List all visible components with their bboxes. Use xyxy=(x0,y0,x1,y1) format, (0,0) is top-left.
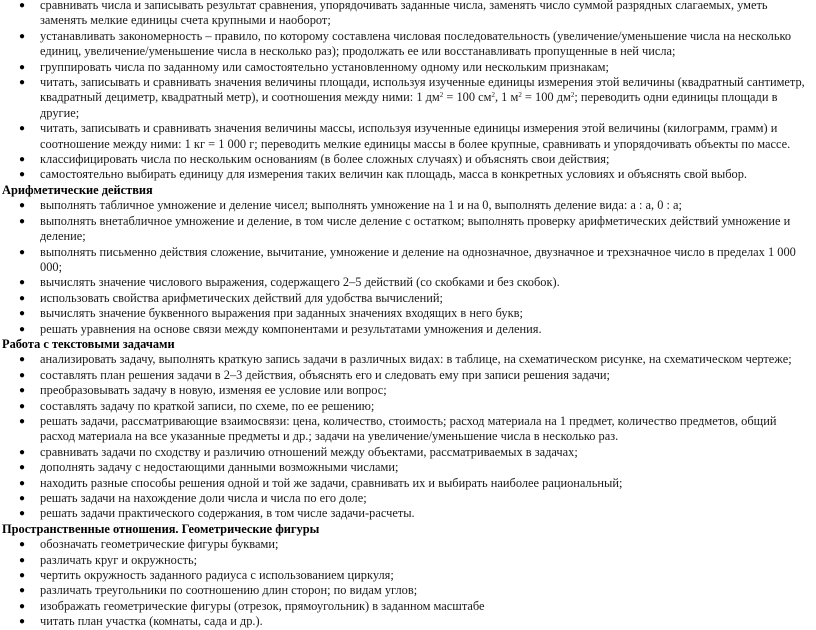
section-heading-arithmetic: Арифметические действия xyxy=(2,182,153,197)
bullet-icon: ● xyxy=(19,539,26,551)
superscript: 2 xyxy=(439,91,444,100)
list-item xyxy=(0,506,812,521)
list-item-text: составлять задачу по краткой записи, по схеме, по ее решению; xyxy=(40,398,375,413)
list-item xyxy=(0,568,812,583)
list-item-text: различать круг и окружность; xyxy=(40,552,198,567)
list-item-text: дополнять задачу с недостающими данными возможными числами; xyxy=(40,460,399,475)
bullet-icon: ● xyxy=(19,616,26,628)
list-item xyxy=(0,275,812,290)
list-item-text: различать треугольники по соотношению длин сторон; по видам углов; xyxy=(40,583,418,598)
bullet-icon: ● xyxy=(19,400,26,412)
bullet-icon: ● xyxy=(19,200,26,212)
bullet-icon: ● xyxy=(19,308,26,320)
bullet-icon: ● xyxy=(19,415,26,427)
bullet-icon: ● xyxy=(19,570,26,582)
list-item-text: решать уравнения на основе связи между компонентами и результатами умножения и деления. xyxy=(40,321,542,336)
list-item xyxy=(0,245,812,276)
list-item-text: изображать геометрические фигуры (отрезок, прямоугольник) в заданном масштабе xyxy=(40,598,485,613)
list-item-text: выполнять внетабличное умножение и деление, в том числе деление с остатком; выполнять проверку арифметических действий умножение и деление; xyxy=(40,213,791,244)
bullet-icon: ● xyxy=(19,369,26,381)
bullet-icon: ● xyxy=(19,323,26,335)
bullet-icon: ● xyxy=(19,477,26,489)
list-item xyxy=(0,445,812,460)
bullet-icon: ● xyxy=(19,61,26,73)
list-item xyxy=(0,198,812,213)
list-item xyxy=(0,583,812,598)
list-item-text xyxy=(40,75,805,120)
text-fragment: = 100 дм xyxy=(521,90,571,105)
list-item-text: читать план участка (комнаты, сада и др.). xyxy=(40,614,263,629)
list-item xyxy=(0,599,812,614)
list-item xyxy=(0,60,812,75)
section-heading-geometry: Пространственные отношения. Геометрические фигуры xyxy=(2,521,320,536)
superscript: 2 xyxy=(491,91,495,100)
text-fragment: = 100 см xyxy=(443,90,492,105)
list-item-text: вычислять значение буквенного выражения при заданных значениях входящих в него букв; xyxy=(40,306,523,321)
list-item xyxy=(0,75,812,121)
bullet-icon: ● xyxy=(19,30,26,42)
list-item xyxy=(0,399,812,414)
bullet-icon: ● xyxy=(19,462,26,474)
list-item-text: преобразовывать задачу в новую, изменяя ее условие или вопрос; xyxy=(40,383,387,398)
list-item xyxy=(0,121,812,152)
bullet-icon: ● xyxy=(19,0,26,11)
list-item-text: группировать числа по заданному или самостоятельно установленному одному или нескольким признакам; xyxy=(40,59,609,74)
list-item-text: составлять план решения задачи в 2–3 действия, объяснять его и следовать ему при записи решения задачи; xyxy=(40,367,610,382)
list-item xyxy=(0,152,812,167)
list-item xyxy=(0,322,812,337)
list-item xyxy=(0,553,812,568)
list-item-text: сравнивать задачи по сходству и различию отношений между объектами, рассматриваемых в задачах; xyxy=(40,444,578,459)
superscript: 2 xyxy=(570,91,575,100)
bullet-icon: ● xyxy=(19,585,26,597)
list-item-text: чертить окружность заданного радиуса с использованием циркуля; xyxy=(40,568,394,583)
list-item-text: классифицировать числа по нескольким основаниям (в более сложных случаях) и объяснять свои действия; xyxy=(40,152,610,167)
list-item xyxy=(0,291,812,306)
list-item xyxy=(0,368,812,383)
list-item xyxy=(0,167,812,182)
list-item-text: решать задачи практического содержания, в том числе задачи-расчеты. xyxy=(40,506,415,521)
bullet-icon: ● xyxy=(19,354,26,366)
text-problems-list xyxy=(0,352,812,521)
list-item xyxy=(0,352,812,367)
intro-list xyxy=(0,0,812,183)
geometry-list xyxy=(0,537,812,629)
bullet-icon: ● xyxy=(19,446,26,458)
bullet-icon: ● xyxy=(19,169,26,181)
bullet-icon: ● xyxy=(19,600,26,612)
list-item-text: читать, записывать и сравнивать значения величины массы, используя изученные единицы измерения этой величины (килограмм, грамм) и соотношение между ними: 1 кг = 1 000 г; переводить мелкие единицы массы в более крупные, сравнивать и упорядочивать объекты по массе. xyxy=(40,121,791,151)
list-item xyxy=(0,491,812,506)
bullet-icon: ● xyxy=(19,385,26,397)
list-item xyxy=(0,414,812,445)
list-item-text: решать задачи, рассматривающие взаимосвязи: цена, количество, стоимость; расход материала на 1 предмет, количество предметов, общий расход материала на все указанные предметы и др.; задачи на увеличение/уменьшение числа в несколько раз. xyxy=(40,413,777,444)
bullet-icon: ● xyxy=(19,554,26,566)
bullet-icon: ● xyxy=(19,215,26,227)
bullet-icon: ● xyxy=(19,77,26,89)
list-item-text: анализировать задачу, выполнять краткую запись задачи в различных видах: в таблице, на схематическом рисунке, на схематическом чертеже; xyxy=(40,352,792,367)
text-fragment: , 1 м xyxy=(494,90,519,105)
list-item xyxy=(0,0,812,29)
list-item-text: решать задачи на нахождение доли числа и числа по его доле; xyxy=(40,491,367,505)
list-item xyxy=(0,214,812,245)
list-item xyxy=(0,383,812,398)
bullet-icon: ● xyxy=(19,246,26,258)
list-item xyxy=(0,460,812,475)
bullet-icon: ● xyxy=(19,508,26,520)
list-item xyxy=(0,476,812,491)
list-item xyxy=(0,537,812,552)
list-item-text: обозначать геометрические фигуры буквами; xyxy=(40,537,279,552)
arithmetic-list xyxy=(0,198,812,337)
list-item xyxy=(0,306,812,321)
text-fragment: читать, записывать и сравнивать значения величины площади, используя изученные единицы измерения этой величины (квадратный сантиметр, квадратный дециметр, квадратный метр), и соотношения между ними: 1 дм xyxy=(40,75,805,105)
list-item-text: использовать свойства арифметических действий для удобства вычислений; xyxy=(40,290,444,305)
list-item xyxy=(0,29,812,60)
list-item xyxy=(0,614,812,629)
list-item-text: вычислять значение числового выражения, содержащего 2–5 действий (со скобками и без скобок). xyxy=(40,275,560,290)
text-fragment: ; переводить одни единицы площади в другие; xyxy=(40,90,778,120)
bullet-icon: ● xyxy=(19,292,26,304)
section-heading-text-problems: Работа с текстовыми задачами xyxy=(2,336,175,351)
list-item-text: самостоятельно выбирать единицу для измерения таких величин как площадь, масса в конкретных условиях и объяснять свой выбор. xyxy=(40,167,748,182)
list-item-text: находить разные способы решения одной и той же задачи, сравнивать их и выбирать наиболее рациональный; xyxy=(40,475,623,490)
superscript: 2 xyxy=(518,91,522,100)
list-item-text: выполнять письменно действия сложение, вычитание, умножение и деление на однозначное, двузначное и трехзначное число в пределах 1 000 000; xyxy=(40,244,796,274)
list-item-text: сравнивать числа и записывать результат сравнения, упорядочивать заданные числа, заменять число суммой разрядных слагаемых, уметь заменять мелкие единицы счета крупными и наоборот; xyxy=(40,0,768,28)
bullet-icon: ● xyxy=(19,123,26,135)
bullet-icon: ● xyxy=(19,277,26,289)
list-item-text: выполнять табличное умножение и деление чисел; выполнять умножение на 1 и на 0, выполнять деление вида: а : а, 0 : а; xyxy=(40,198,682,213)
list-item-text: устанавливать закономерность – правило, по которому составлена числовая последовательность (увеличение/уменьшение числа на несколько единиц, увеличение/уменьшение числа в несколько раз); продолжать ее или восстанавливать пропущенные в ней числа; xyxy=(40,28,792,59)
bullet-icon: ● xyxy=(19,154,26,166)
bullet-icon: ● xyxy=(19,493,26,504)
